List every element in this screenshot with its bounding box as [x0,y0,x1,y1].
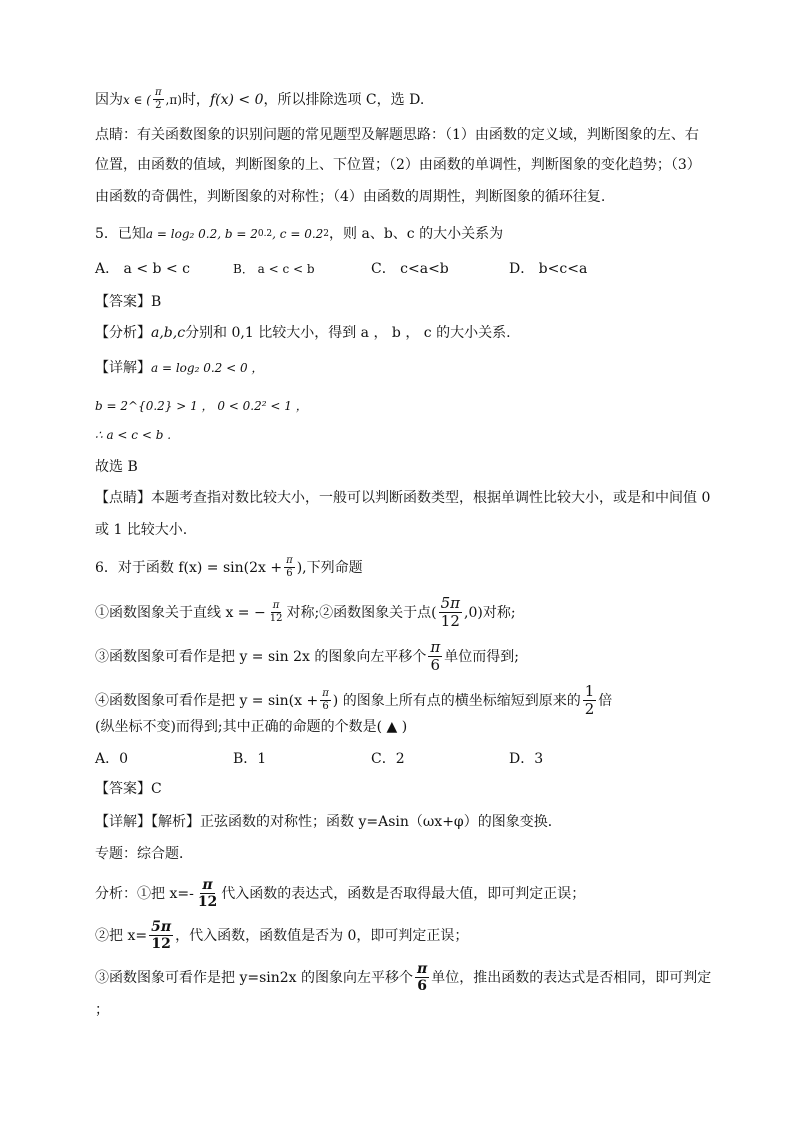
fraction-pi-over-12 [268,601,285,624]
fraction-5pi-over-12 [149,920,173,951]
text: 专题：综合题． [95,846,193,862]
q6-option-a: A．0 [95,751,129,767]
math-abc: a,b,c [151,325,186,341]
text: ④函数图象可看作是把 y = sin(x + [95,692,319,709]
math-conclusion: ∴ a < c < b . [95,428,172,442]
denominator: 2 [155,100,162,111]
numerator: 1 [584,682,595,700]
q6-statement-4 [95,684,612,717]
text: 位置，由函数的值域，判断图象的上、下位置；（2）由函数的单调性，判断图象的变化趋势；（3） [95,157,701,173]
fraction-pi-over-6 [284,556,295,579]
numerator: π [430,638,441,656]
remark-5-a [95,488,710,508]
fraction-pi-over-2 [153,88,164,111]
math-fx-lt0: f(x) < 0 [209,91,264,108]
analysis-6-4 [95,1000,109,1020]
text: ，所以排除选项 C，选 D. [263,91,425,108]
analysis-6-1 [95,878,585,909]
q6-option-d: D．3 [509,751,544,767]
fraction-5pi-over-12 [439,596,462,629]
q6-option-c: C．2 [371,751,405,767]
answer-6 [95,779,162,799]
remark-5-b [95,520,187,540]
denominator: 6 [286,568,293,579]
numerator: π [202,877,213,893]
denominator: 6 [322,701,329,712]
text: ； [95,1002,109,1018]
denominator: 12 [151,936,171,952]
fraction-one-half [583,684,597,717]
text: ②把 x= [95,927,148,944]
detail-5-c [95,425,171,445]
q5-option-c: C． c<a<b [371,261,449,277]
fraction-pi-over-12 [196,878,219,909]
text: 单位而得到; [444,648,519,665]
text: 由函数的奇偶性，判断图象的对称性；（4）由函数的周期性，判断图象的循环往复. [95,189,606,205]
text: 因为 [95,91,123,108]
q6-statement-3 [95,640,519,673]
text: 对称;②函数图象关于点( [286,604,437,621]
text: 倍 [598,692,613,709]
denominator: 12 [269,613,283,624]
line-remark-1 [95,125,699,145]
q5-option-b: B． a < c < b [233,262,315,276]
text: 【详解】【解析】正弦函数的对称性；函数 y=Asin（ωx+φ）的图象变换． [95,814,562,830]
denominator: 2 [584,700,595,718]
denominator: 12 [440,612,460,630]
text: 6．对于函数 f(x) = sin(2x + [95,559,283,576]
q5-option-d: D． b<c<a [509,261,588,277]
text: 分别和 0,1 比较大小，得到 a ， b ， c 的大小关系. [185,325,511,341]
text: 【答案】B [95,294,162,310]
numerator: 5π [440,594,461,612]
math-x-in: x ∈ ( [123,92,151,107]
line-remark-3 [95,187,605,207]
text: ③函数图象可看作是把 y = sin 2x 的图象向左平移个 [95,648,427,665]
math-b-compare: b = 2^{0.2} > 1 ， 0 < 0.2² < 1 ， [95,399,308,413]
choose-5 [95,457,138,477]
fraction-pi-over-6 [415,962,429,993]
numerator: π [322,688,329,699]
denominator: 12 [197,894,218,910]
text: 点睛：有关函数图象的识别问题的常见题型及解题思路：（1）由函数的定义域，判断图象的左、右 [95,127,699,143]
fraction-pi-over-6 [320,689,331,712]
line-remark-2 [95,155,701,175]
q6-statement-5 [95,717,407,737]
text: 或 1 比较大小. [95,522,188,538]
tag: 【分析】 [95,325,151,341]
analysis-6-2 [95,920,468,951]
text: (纵坐标不变)而得到;其中正确的命题的个数是( ▲ ) [95,719,408,735]
fraction-pi-over-6 [428,640,442,673]
text: ①函数图象关于直线 x = − [95,604,266,621]
text: 故选 B [95,459,138,475]
numerator: π [286,555,293,566]
analysis-6-3 [95,962,711,993]
text: 【点睛】本题考查指对数比较大小，一般可以判断函数类型，根据单调性比较大小，或是和中间值 0 [95,490,711,506]
detail-5 [95,358,263,378]
numerator: 5π [151,919,172,935]
text: 【答案】C [95,781,162,797]
text: ),下列命题 [296,559,363,576]
numerator: π [154,87,162,98]
text: 单位，推出函数的表达式是否相同，即可判定 [431,969,712,986]
denominator: 6 [430,656,441,674]
topic-6 [95,844,193,864]
numerator: π [417,961,428,977]
line-intro [95,88,424,111]
math-c-def: , c = 0.2 [272,227,324,241]
math-a-def: a = log₂ 0.2, b = 2 [145,227,258,241]
text: ③函数图象可看作是把 y=sin2x 的图象向左平移个 [95,969,414,986]
q5-option-a: A． a < b < c [95,261,190,277]
text: ，则 a、b、c 的大小关系为 [329,226,504,242]
text: 代入函数的表达式，函数是否取得最大值，即可判定正误； [221,885,586,902]
q6-statement-1-2 [95,596,516,629]
q6-option-b: B．1 [233,751,267,767]
detail-6 [95,812,562,832]
text: ,0)对称; [464,604,516,621]
question-6 [95,556,363,579]
text: 分析：①把 x=- [95,885,194,902]
text: 时， [181,91,210,108]
numerator: π [272,600,280,611]
text: ) 的图象上所有点的横坐标缩短到原来的 [332,692,581,709]
detail-5-b [95,396,308,416]
denominator: 6 [417,978,428,994]
text: 5．已知 [95,226,146,242]
tag: 【详解】 [95,360,151,376]
analysis-5 [95,323,511,343]
text: ，代入函数，函数值是否为 0，即可判定正误； [175,927,469,944]
math-interval-end: ,π) [165,92,182,107]
answer-5 [95,292,161,312]
math-a-log: a = log₂ 0.2 < 0 ， [151,361,264,375]
question-5: 5．已知 a = log₂ 0.2, b = 2 0.2 , c = 0.2 2 ，则 a、b、c 的大小关系为 [95,226,504,242]
